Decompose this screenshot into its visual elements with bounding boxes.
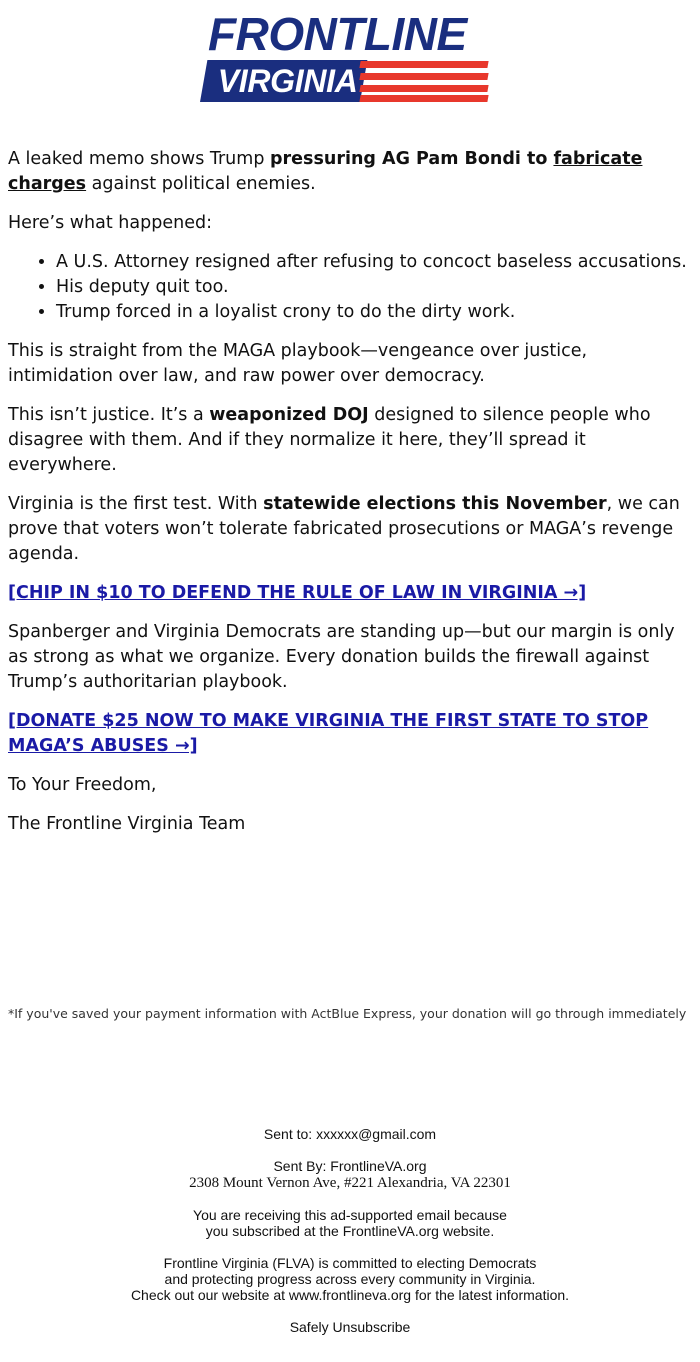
subscription-reason: You are receiving this ad-supported email because you subscribed at the FrontlineVA.org website. [193, 1207, 507, 1239]
list-item: • His deputy quit too. [56, 275, 688, 300]
email-footer [0, 1126, 700, 1351]
virginia-test-paragraph: Virginia is the first test. With statewide elections this November, we can prove that voters won’t tolerate fabricated prosecutions or MAGA’s revenge agenda. [8, 494, 680, 564]
list-item: • Trump forced in a loyalist crony to do the dirty work. [56, 300, 688, 325]
email-body [8, 147, 688, 851]
actblue-disclaimer: *If you've saved your payment information with ActBlue Express, your donation will go through immediately [8, 1006, 687, 1021]
unsubscribe-paragraph [0, 1319, 700, 1335]
intro-paragraph: A leaked memo shows Trump pressuring AG Pam Bondi to fabricate charges against political enemies. [8, 149, 643, 194]
events-list [8, 250, 688, 325]
cta-25-paragraph [8, 709, 688, 759]
sent-by: Sent By: FrontlineVA.org [273, 1158, 427, 1174]
justice-paragraph: This isn’t justice. It’s a weaponized DOJ designed to silence people who disagree with them. And if they normalize it here, they’ll spread it everywhere. [8, 405, 651, 475]
logo-wordmark-top: FRONTLINE [208, 8, 467, 60]
sent-to: Sent to: xxxxxx@gmail.com [263, 1126, 437, 1142]
logo-virginia-box [200, 60, 367, 102]
unsubscribe-link[interactable]: Safely Unsubscribe [289, 1319, 411, 1335]
cta-10-paragraph [8, 581, 688, 606]
sender-block [0, 1158, 700, 1191]
donate-25-link[interactable]: [DONATE $25 NOW TO MAKE VIRGINIA THE FIRST STATE TO STOP MAGA’S ABUSES →] [8, 711, 649, 756]
signature: The Frontline Virginia Team [8, 814, 246, 834]
logo-flag-stripes [360, 60, 488, 102]
frontline-virginia-logo [200, 8, 496, 99]
fabricate-charges-emphasis: fabricate charges [8, 149, 643, 194]
what-happened-heading: Here’s what happened: [8, 213, 212, 233]
mailing-address: 2308 Mount Vernon Ave, #221 Alexandria, VA 22301 [189, 1175, 511, 1191]
logo-wordmark-bottom: VIRGINIA [217, 63, 358, 99]
chip-in-10-link[interactable]: [CHIP IN $10 TO DEFEND THE RULE OF LAW IN VIRGINIA →] [8, 583, 587, 603]
playbook-paragraph: This is straight from the MAGA playbook—vengeance over justice, intimidation over law, and raw power over democracy. [8, 341, 588, 386]
signoff: To Your Freedom, [8, 775, 157, 795]
spanberger-paragraph: Spanberger and Virginia Democrats are standing up—but our margin is only as strong as what we organize. Every donation builds the firewall against Trump’s authoritarian playbook. [8, 622, 675, 692]
list-item: • A U.S. Attorney resigned after refusing to concoct baseless accusations. [56, 250, 688, 275]
about-flva: Frontline Virginia (FLVA) is committed to electing Democrats and protecting progress across every community in Virginia. Check out our website at www.frontlineva.org for the latest information. [130, 1255, 570, 1303]
